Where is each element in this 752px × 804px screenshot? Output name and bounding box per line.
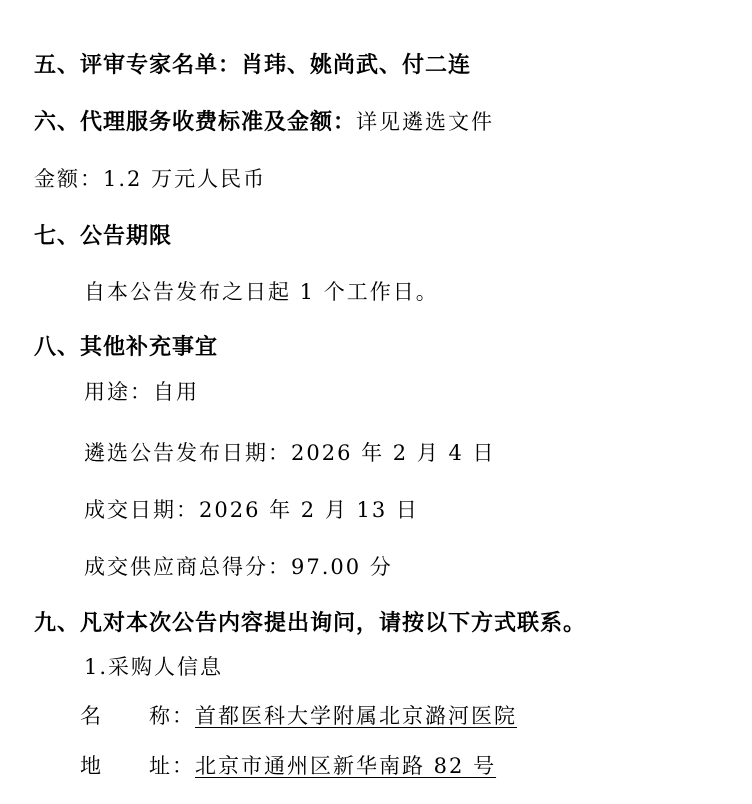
section-8-deal-date: 成交日期：2026 年 2 月 13 日 [84,498,419,522]
section-6-value: 详见遴选文件 [356,110,495,134]
purchaser-address-label-2: 址： [149,754,195,778]
section-8-publish-date: 遴选公告发布日期：2026 年 2 月 4 日 [84,441,496,465]
section-7-heading: 七、公告期限 [34,224,173,249]
purchaser-name-value: 首都医科大学附属北京潞河医院 [195,704,517,728]
section-9-heading: 九、凡对本次公告内容提出询问，请按以下方式联系。 [34,611,587,636]
section-5-heading: 五、评审专家名单：肖玮、姚尚武、付二连 [34,53,472,78]
section-6-heading: 六、代理服务收费标准及金额： [34,110,357,135]
section-9-subheading: 1.采购人信息 [84,655,224,679]
section-8-purpose: 用途：自用 [84,380,199,404]
purchaser-name-row [80,706,517,727]
purchaser-address-label-1: 地 [80,754,103,778]
section-6-amount: 金额：1.2 万元人民币 [34,167,267,191]
purchaser-address-value: 北京市通州区新华南路 82 号 [195,754,497,778]
section-8-score: 成交供应商总得分：97.00 分 [84,555,393,579]
section-7-body: 自本公告发布之日起 1 个工作日。 [84,280,439,304]
purchaser-address-row [80,756,496,777]
purchaser-name-label-2: 称： [149,704,195,728]
section-8-heading: 八、其他补充事宜 [34,335,219,360]
purchaser-name-label-1: 名 [80,704,103,728]
section-6-heading-row [34,112,494,134]
